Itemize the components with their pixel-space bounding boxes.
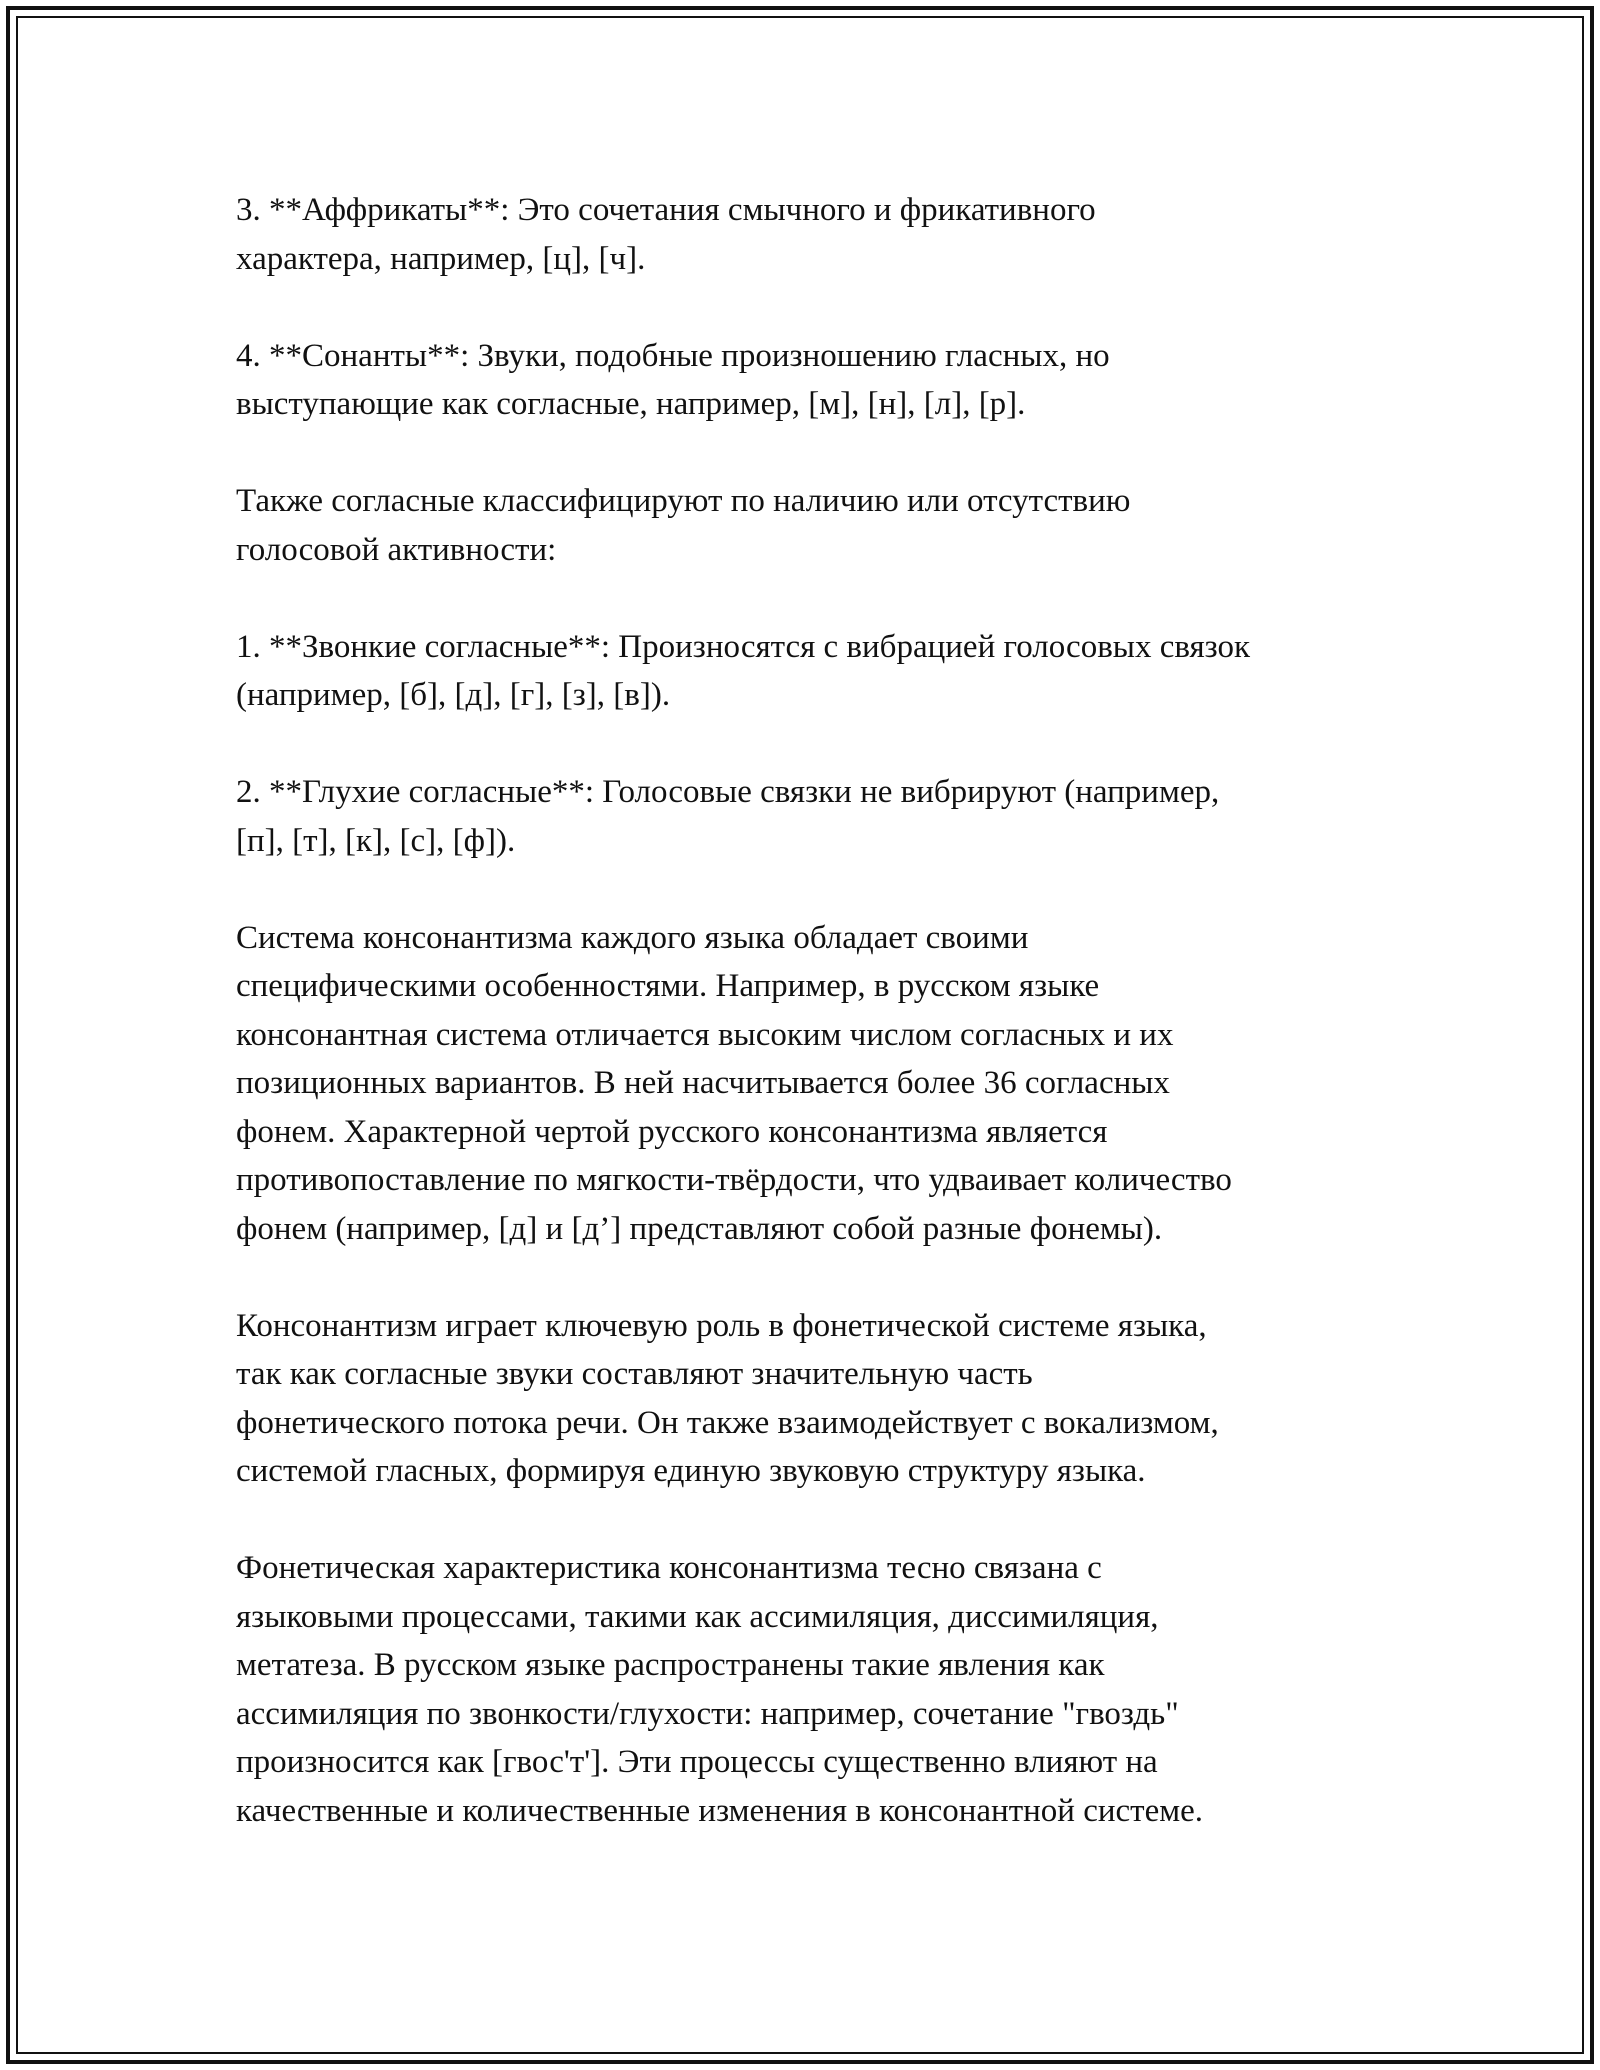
document-body: [236, 186, 1386, 1884]
paragraph-voiceless-consonants: 2. **Глухие согласные**: Голосовые связки не вибрируют (например, [п], [т], [к], [с], [ф]).: [236, 774, 1220, 859]
paragraph-consonantism-role: Консонантизм играет ключевую роль в фонетической системе языка, так как согласные звуки составляют значительную часть фонетического потока речи. Он также взаимодействует с вокализмом, системой гласных, формируя единую звуковую структуру языка.: [236, 1307, 1219, 1489]
paragraph-phonetic-processes: Фонетическая характеристика консонантизма тесно связана с языковыми процессами, такими как ассимиляция, диссимиляция, метатеза. В русском языке распространены такие явления как ассимиляция по звонкости/глухости: например, сочетание "гвоздь" произносится как [гвос'т']. Эти процессы существенно влияют на качественные и количественные изменения в консонантной системе.: [236, 1550, 1204, 1829]
paragraph-sonants: 4. **Сонанты**: Звуки, подобные произношению гласных, но выступающие как согласные, например, [м], [н], [л], [р].: [236, 337, 1110, 422]
paragraph-voiced-consonants: 1. **Звонкие согласные**: Произносятся с вибрацией голосовых связок (например, [б], [д], [г], [з], [в]).: [236, 628, 1251, 713]
paragraph-consonant-system: Система консонантизма каждого языка обладает своими специфическими особенностями. Например, в русском языке консонантная система отличается высоким числом согласных и их позиционных вариантов. В ней насчитывается более 36 согласных фонем. Характерной чертой русского консонантизма является противопоставление по мягкости-твёрдости, что удваивает количество фонем (например, [д] и [д’] представляют собой разные фонемы).: [236, 919, 1232, 1247]
paragraph-affricates: 3. **Аффрикаты**: Это сочетания смычного и фрикативного характера, например, [ц], [ч].: [236, 192, 1096, 277]
paragraph-voice-classification: Также согласные классифицируют по наличию или отсутствию голосовой активности:: [236, 483, 1131, 568]
